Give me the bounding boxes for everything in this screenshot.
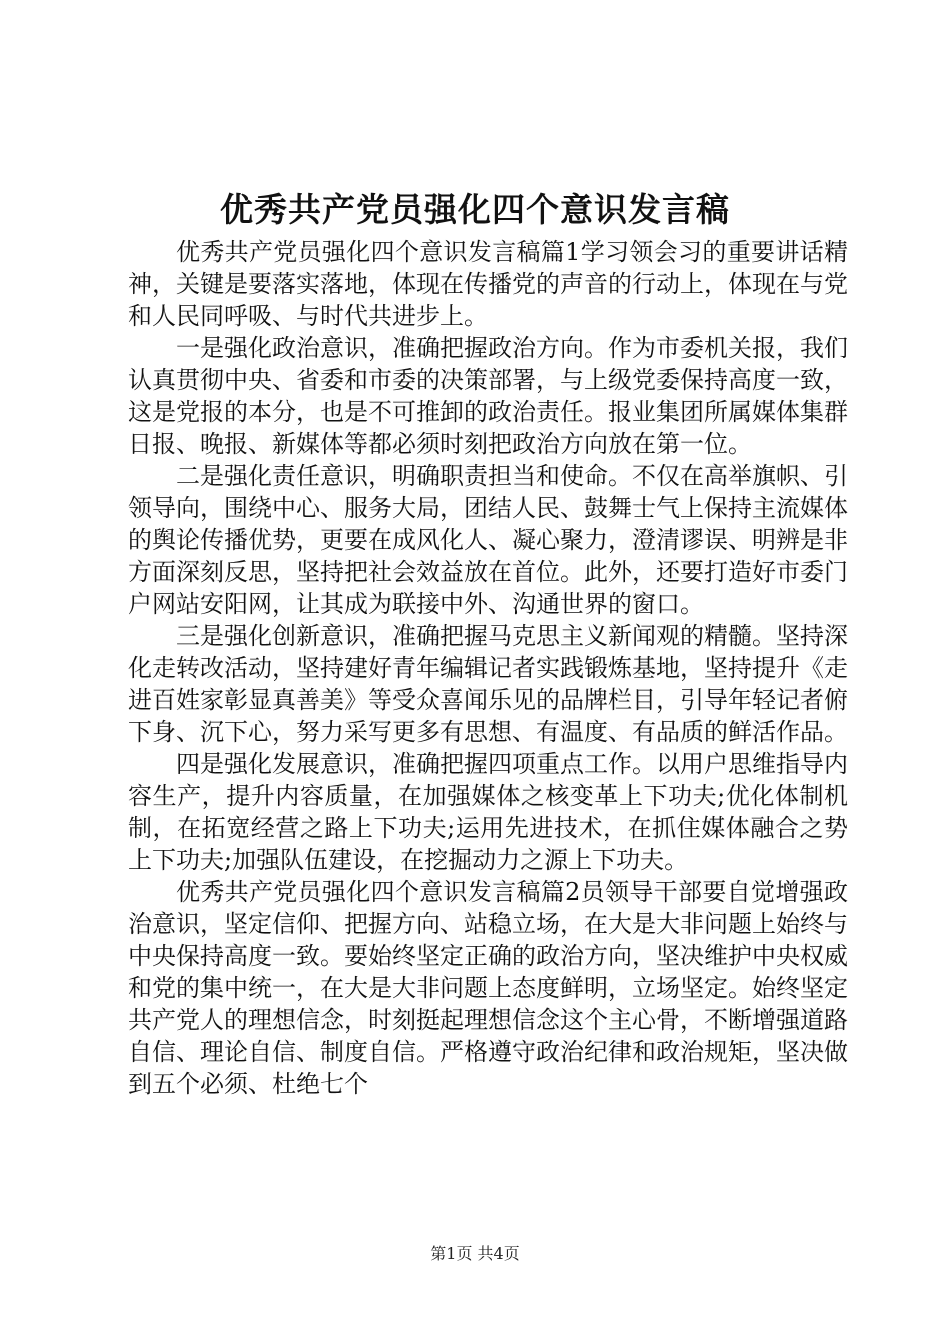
paragraph-3: 二是强化责任意识，明确职责担当和使命。不仅在高举旗帜、引领导向，围绕中心、服务大局，团结人民、鼓舞士气上保持主流媒体的舆论传播优势，更要在成风化人、凝心聚力，澄清谬误、明辨是非方面深刻反思，坚持把社会效益放在首位。此外，还要打造好市委门户网站安阳网，让其成为联接中外、沟通世界的窗口。 bbox=[128, 462, 848, 618]
document-title: 优秀共产党员强化四个意识发言稿 bbox=[220, 190, 730, 229]
page-number-footer: 第1页 共4页 bbox=[430, 1244, 520, 1263]
paragraph-2: 一是强化政治意识，准确把握政治方向。作为市委机关报，我们认真贯彻中央、省委和市委的决策部署，与上级党委保持高度一致，这是党报的本分，也是不可推卸的政治责任。报业集团所属媒体集群日报、晚报、新媒体等都必须时刻把政治方向放在第一位。 bbox=[128, 334, 848, 458]
paragraph-5: 四是强化发展意识，准确把握四项重点工作。以用户思维指导内容生产，提升内容质量，在加强媒体之核变革上下功夫;优化体制机制，在拓宽经营之路上下功夫;运用先进技术，在抓住媒体融合之势上下功夫;加强队伍建设，在挖掘动力之源上下功夫。 bbox=[128, 750, 848, 874]
document-body bbox=[128, 236, 848, 1100]
paragraph-6: 优秀共产党员强化四个意识发言稿篇2员领导干部要自觉增强政治意识，坚定信仰、把握方向、站稳立场，在大是大非问题上始终与中央保持高度一致。要始终坚定正确的政治方向，坚决维护中央权威和党的集中统一，在大是大非问题上态度鲜明，立场坚定。始终坚定共产党人的理想信念，时刻挺起理想信念这个主心骨，不断增强道路自信、理论自信、制度自信。严格遵守政治纪律和政治规矩，坚决做到五个必须、杜绝七个 bbox=[128, 878, 848, 1098]
paragraph-1: 优秀共产党员强化四个意识发言稿篇1学习领会习的重要讲话精神，关键是要落实落地，体现在传播党的声音的行动上，体现在与党和人民同呼吸、与时代共进步上。 bbox=[128, 238, 848, 330]
paragraph-4: 三是强化创新意识，准确把握马克思主义新闻观的精髓。坚持深化走转改活动，坚持建好青年编辑记者实践锻炼基地，坚持提升《走进百姓家彰显真善美》等受众喜闻乐见的品牌栏目，引导年轻记者俯下身、沉下心，努力采写更多有思想、有温度、有品质的鲜活作品。 bbox=[128, 622, 848, 746]
